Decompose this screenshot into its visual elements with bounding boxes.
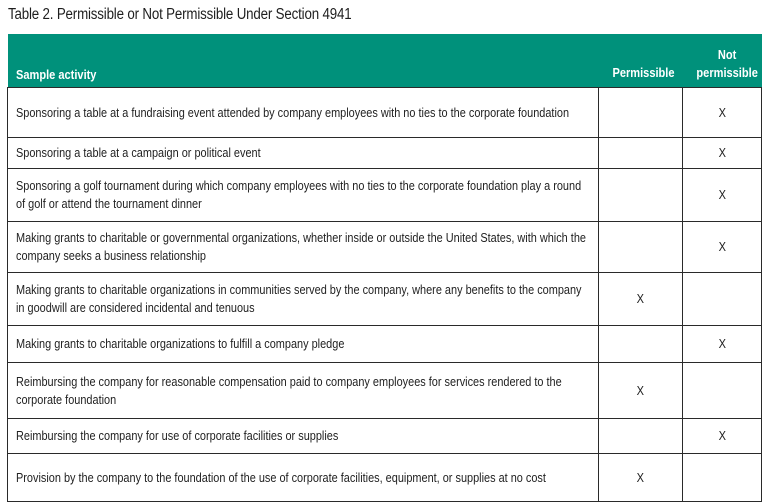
permissible-mark: X (636, 291, 645, 306)
permissible-cell (599, 326, 683, 363)
activity-text: Provision by the company to the foundation of the use of corporate facilities, equipment, or supplies at no cost (16, 469, 546, 485)
activity-cell (8, 419, 599, 454)
header-permissible-label: Permissible (611, 65, 675, 80)
activity-text: Sponsoring a table at a campaign or political event (16, 145, 261, 160)
activity-cell (8, 363, 599, 419)
not-permissible-cell (683, 273, 762, 326)
table-header-row (8, 34, 762, 88)
header-sample-activity (8, 34, 599, 88)
table-row (8, 273, 762, 326)
table-row (8, 363, 762, 419)
table-row (8, 454, 762, 502)
activity-text: Reimbursing the company for use of corporate facilities or supplies (16, 428, 339, 443)
permissible-cell (599, 169, 683, 222)
not-permissible-cell (683, 326, 762, 363)
activity-cell (8, 88, 599, 138)
permissible-cell (599, 138, 683, 169)
table-row (8, 419, 762, 454)
header-permissible (599, 34, 683, 88)
header-not-line: Not (717, 47, 736, 62)
table-row (8, 326, 762, 363)
activity-cell (8, 273, 599, 326)
table-row (8, 138, 762, 169)
permissible-mark: X (636, 382, 645, 398)
header-not-permissible (683, 34, 762, 88)
table-row (8, 222, 762, 273)
permissible-mark: X (636, 469, 645, 485)
table-title: Table 2. Permissible or Not Permissible Under Section 4941 (8, 6, 352, 23)
activity-cell (8, 326, 599, 363)
permissible-cell (599, 419, 683, 454)
activity-text: Sponsoring a golf tournament during which company employees with no ties to the corporate foundation play a round of golf or attend the tournament dinner (16, 178, 582, 211)
activity-text: Making grants to charitable organizations to fulfill a company pledge (16, 336, 345, 351)
permissible-cell (599, 222, 683, 273)
activity-text: Reimbursing the company for reasonable compensation paid to company employees for services rendered to the corporate foundation (16, 373, 562, 407)
activity-cell (8, 454, 599, 502)
activity-cell (8, 169, 599, 222)
permissible-cell (599, 273, 683, 326)
permissible-cell (599, 363, 683, 419)
not-permissible-mark: X (718, 187, 726, 202)
permissible-cell (599, 454, 683, 502)
table-row (8, 169, 762, 222)
header-permissible-line: permissible (695, 65, 758, 80)
not-permissible-mark: X (718, 428, 726, 443)
activity-cell (8, 222, 599, 273)
not-permissible-cell (683, 169, 762, 222)
not-permissible-cell (683, 138, 762, 169)
activity-text: Making grants to charitable or governmental organizations, whether inside or outside the United States, with which the company seeks a business relationship (16, 230, 586, 263)
table-row (8, 88, 762, 138)
not-permissible-mark: X (718, 145, 726, 160)
header-not-permissible-label (696, 46, 757, 82)
activity-cell (8, 138, 599, 169)
header-sample-activity-label: Sample activity (15, 67, 96, 82)
permissibility-table (7, 34, 762, 502)
not-permissible-cell (683, 363, 762, 419)
activity-text: Sponsoring a table at a fundraising event attended by company employees with no ties to the corporate foundation (16, 104, 570, 120)
not-permissible-cell (683, 222, 762, 273)
not-permissible-cell (683, 419, 762, 454)
not-permissible-mark: X (718, 336, 726, 351)
activity-text: Making grants to charitable organizations in communities served by the company, where any benefits to the company in goodwill are considered incidental and tenuous (16, 282, 582, 315)
not-permissible-mark: X (718, 239, 726, 254)
not-permissible-cell (683, 88, 762, 138)
not-permissible-cell (683, 454, 762, 502)
permissible-cell (599, 88, 683, 138)
not-permissible-mark: X (718, 104, 726, 120)
